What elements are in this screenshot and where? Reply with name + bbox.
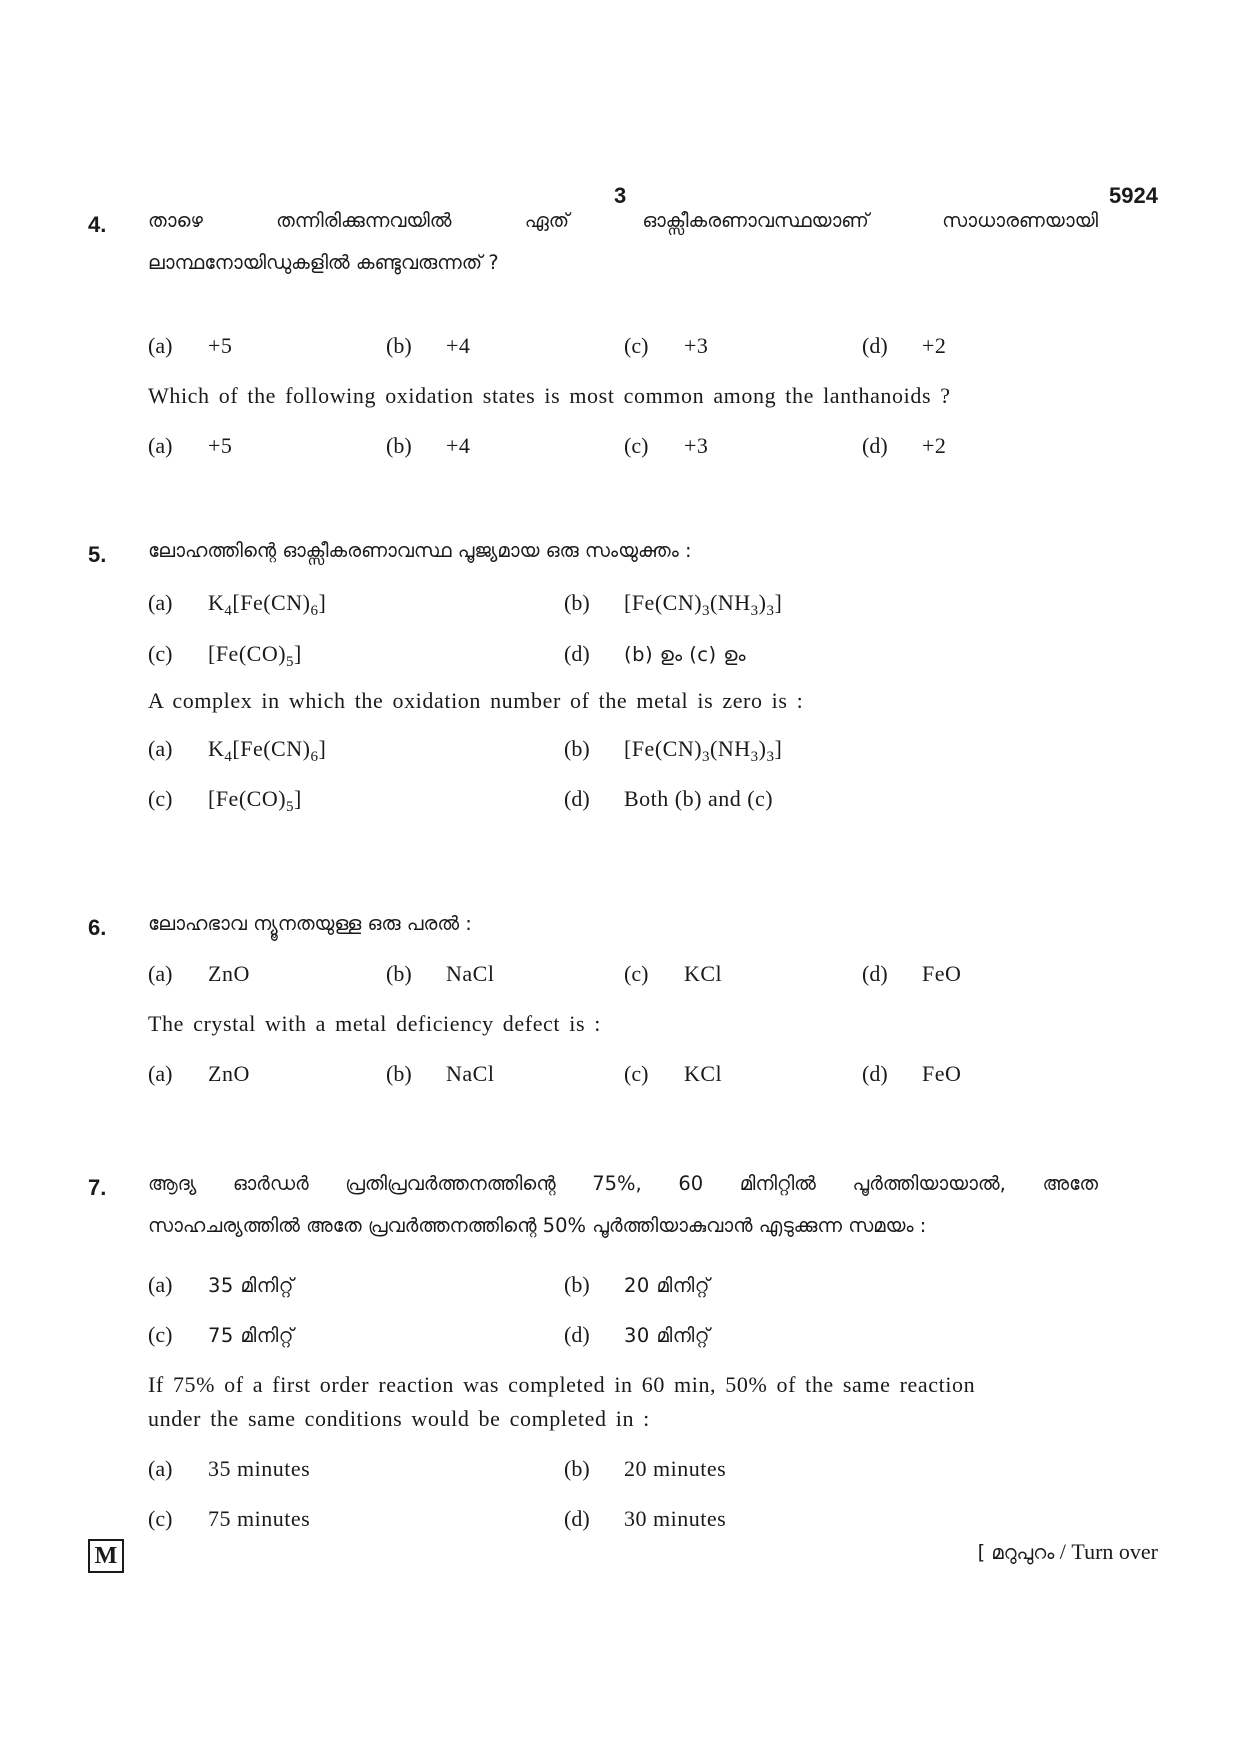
ml-question-line-1: താഴെ തന്നിരിക്കുന്നവയിൽ ഏത് ഓക്സീകരണാവസ്ഥയാണ് സാധാരണയായി (148, 209, 1098, 232)
option-en-c[interactable]: (c) $[Fe(CO)_5]$ (148, 786, 302, 815)
ml-question-line-2: സാഹചര്യത്തിൽ അതേ പ്രവർത്തനത്തിന്റെ 50% പൂർത്തിയാകുവാൻ എടുക്കുന്ന സമയം : (148, 1214, 927, 1237)
option-ml-c[interactable]: (c) $[Fe(CO)_5]$ (148, 641, 302, 670)
question-number: 5. (88, 542, 107, 567)
option-ml-c[interactable]: (c) KCl (624, 961, 723, 986)
option-ml-b[interactable]: (b) NaCl (386, 961, 495, 986)
option-en-a[interactable]: (a) ZnO (148, 1061, 250, 1086)
option-ml-b[interactable]: (b) +4 (386, 333, 471, 358)
question-number: 6. (88, 915, 107, 940)
medium-mark-box: M (88, 1539, 124, 1573)
turn-over-note: [ മറുപുറം / Turn over (977, 1539, 1158, 1564)
option-ml-a[interactable]: (a) 35 മിനിറ്റ് (148, 1272, 294, 1297)
en-question-line-1: The crystal with a metal deficiency defect is : (148, 1011, 601, 1036)
option-ml-b[interactable]: (b) 20 മിനിറ്റ് (564, 1272, 710, 1297)
option-ml-a[interactable]: (a) +5 (148, 333, 233, 358)
option-en-b[interactable]: (b) NaCl (386, 1061, 495, 1086)
option-en-c[interactable]: (c) KCl (624, 1061, 723, 1086)
option-ml-d[interactable]: (d) FeO (862, 961, 962, 986)
option-en-d[interactable]: (d) 30 minutes (564, 1506, 727, 1531)
en-question-line-1: A complex in which the oxidation number of the metal is zero is : (148, 688, 804, 713)
option-ml-c[interactable]: (c) +3 (624, 333, 709, 358)
option-ml-d[interactable]: (d) 30 മിനിറ്റ് (564, 1322, 710, 1347)
ml-question-line-1: ലോഹത്തിന്റെ ഓക്സീകരണാവസ്ഥ പൂജ്യമായ ഒരു സംയുക്തം : (148, 539, 692, 562)
en-question-line-1: If 75% of a first order reaction was completed in 60 min, 50% of the same reaction (148, 1372, 976, 1397)
option-ml-a[interactable]: (a) ZnO (148, 961, 250, 986)
option-en-b[interactable]: (b) $[Fe(CN)_3(NH_3)_3]$ (564, 736, 783, 765)
question-number: 4. (88, 212, 107, 237)
ml-question-line-2: ലാന്ഥനോയിഡുകളിൽ കണ്ടുവരുന്നത് ? (148, 251, 499, 274)
option-en-c[interactable]: (c) +3 (624, 433, 709, 458)
option-ml-a[interactable]: (a) $K_4[Fe(CN)_6]$ (148, 590, 327, 619)
option-ml-c[interactable]: (c) 75 മിനിറ്റ് (148, 1322, 294, 1347)
option-en-b[interactable]: (b) 20 minutes (564, 1456, 727, 1481)
en-question-line-2: under the same conditions would be completed in : (148, 1406, 650, 1431)
option-en-d[interactable]: (d) FeO (862, 1061, 962, 1086)
option-en-a[interactable]: (a) 35 minutes (148, 1456, 311, 1481)
option-ml-d[interactable]: (d) (b) ഉം (c) ഉം (564, 641, 747, 666)
option-ml-d[interactable]: (d) +2 (862, 333, 947, 358)
paper-code: 5924 (1109, 183, 1158, 208)
option-en-c[interactable]: (c) 75 minutes (148, 1506, 311, 1531)
option-en-a[interactable]: (a) +5 (148, 433, 233, 458)
option-en-d[interactable]: (d) Both (b) and (c) (564, 786, 774, 811)
option-en-d[interactable]: (d) +2 (862, 433, 947, 458)
en-question-line-1: Which of the following oxidation states is most common among the lanthanoids ? (148, 383, 951, 408)
option-en-b[interactable]: (b) +4 (386, 433, 471, 458)
ml-question-line-1: ലോഹഭാവ ന്യൂനതയുള്ള ഒരു പരൽ : (148, 912, 472, 935)
question-number: 7. (88, 1175, 107, 1200)
option-en-a[interactable]: (a) $K_4[Fe(CN)_6]$ (148, 736, 327, 765)
option-ml-b[interactable]: (b) $[Fe(CN)_3(NH_3)_3]$ (564, 590, 783, 619)
page-number: 3 (614, 183, 627, 208)
ml-question-line-1: ആദ്യ ഓർഡർ പ്രതിപ്രവർത്തനത്തിന്റെ 75%, 60 മിനിറ്റിൽ പൂർത്തിയായാൽ, അതേ (148, 1172, 1098, 1195)
